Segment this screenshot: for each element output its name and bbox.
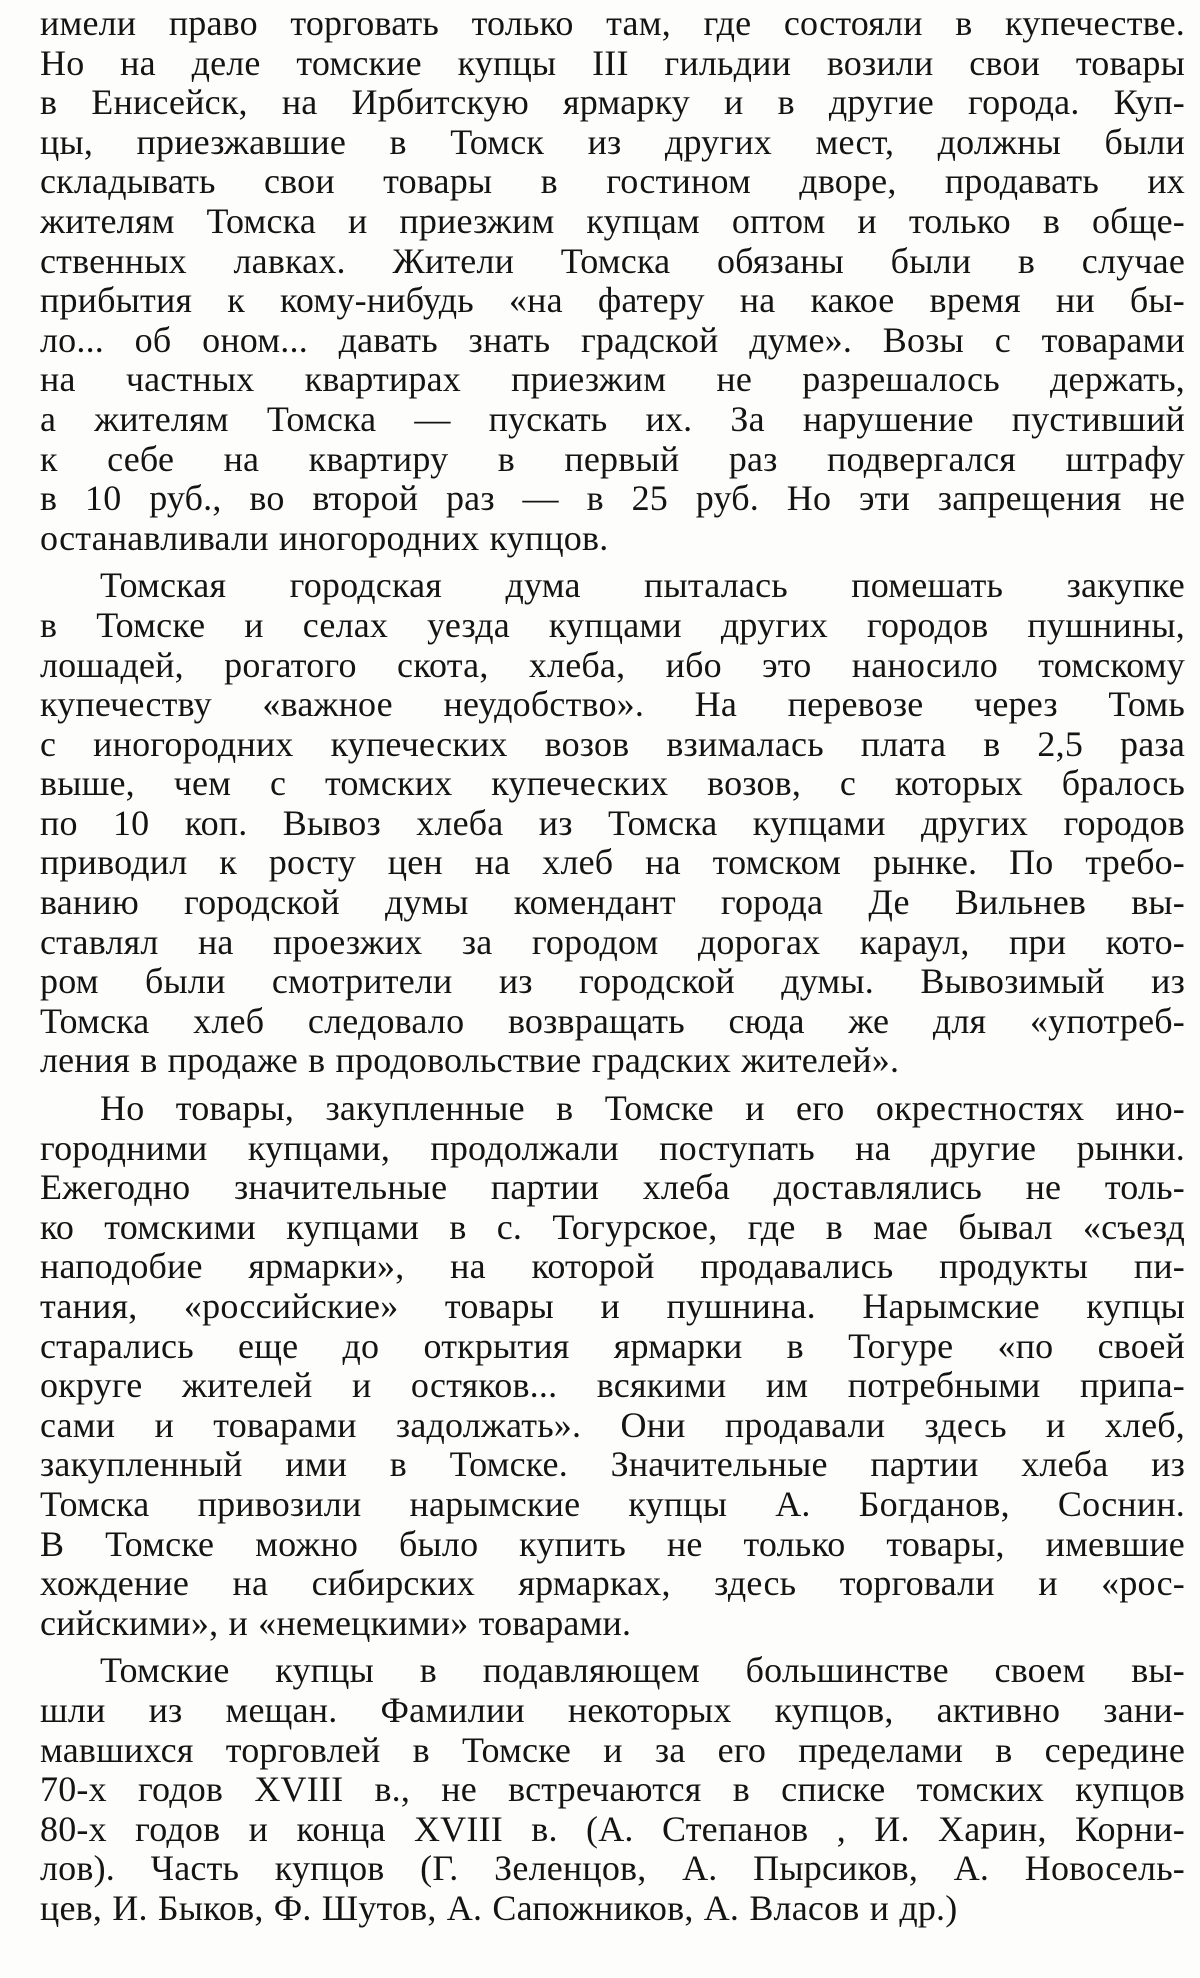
- text-line: по 10 коп. Вывоз хлеба из Томска купцами других городов: [40, 803, 1185, 843]
- text-line: в 10 руб., во второй раз — в 25 руб. Но эти запрещения не: [40, 479, 1185, 519]
- text-line: ственных лавках. Жители Томска обязаны были в случае: [40, 241, 1185, 281]
- text-line: жителям Томска и приезжим купцам оптом и только в обще-: [40, 201, 1185, 241]
- paragraph-3: [40, 1089, 1185, 1643]
- paragraph-gap: [40, 1081, 1185, 1089]
- text-line: выше, чем с томских купеческих возов, с которых бралось: [40, 764, 1185, 804]
- text-line: наподобие ярмарки», на которой продавались продукты пи-: [40, 1247, 1185, 1287]
- text-line: Томская городская дума пыталась помешать закупке: [100, 566, 1185, 606]
- text-line: цев, И. Быков, Ф. Шутов, А. Сапожников, А. Власов и др.): [40, 1888, 958, 1928]
- text-line: Но товары, закупленные в Томске и его окрестностях ино-: [100, 1089, 1185, 1129]
- paragraph-gap: [40, 1643, 1185, 1651]
- paragraph-2: [40, 566, 1185, 1081]
- text-line: шли из мещан. Фамилии некоторых купцов, активно зани-: [40, 1690, 1185, 1730]
- text-line: округе жителей и остяков... всякими им потребными припа-: [40, 1366, 1185, 1406]
- text-line: сами и товарами задолжать». Они продавали здесь и хлеб,: [40, 1405, 1185, 1445]
- text-line: В Томске можно было купить не только товары, имевшие: [40, 1524, 1185, 1564]
- text-line: имели право торговать только там, где состояли в купечестве.: [40, 4, 1185, 43]
- text-line: сийскими», и «немецкими» товарами.: [40, 1603, 632, 1643]
- text-line: останавливали иногородних купцов.: [40, 518, 609, 558]
- text-line: ром были смотрители из городской думы. Вывозимый из: [40, 962, 1185, 1002]
- text-line: на частных квартирах приезжим не разрешалось держать,: [40, 360, 1185, 400]
- paragraph-gap: [40, 558, 1185, 566]
- text-line: Томские купцы в подавляющем большинстве своем вы-: [100, 1651, 1185, 1691]
- text-line: в Енисейск, на Ирбитскую ярмарку и в другие города. Куп-: [40, 83, 1185, 123]
- text-line: прибытия к кому-нибудь «на фатеру на какое время ни бы-: [40, 281, 1185, 321]
- text-line: к себе на квартиру в первый раз подвергался штрафу: [40, 439, 1185, 479]
- text-line: а жителям Томска — пускать их. За нарушение пустивший: [40, 399, 1185, 439]
- text-line: лов). Часть купцов (Г. Зеленцов, А. Пырсиков, А. Новосель-: [40, 1849, 1185, 1889]
- text-line: ко томскими купцами в с. Тогурское, где в мае бывал «съезд: [40, 1207, 1185, 1247]
- text-line: лошадей, рогатого скота, хлеба, ибо это наносило томскому: [40, 645, 1185, 685]
- text-column: [40, 4, 1185, 1929]
- text-line: складывать свои товары в гостином дворе, продавать их: [40, 162, 1185, 202]
- text-line: цы, приезжавшие в Томск из других мест, должны были: [40, 122, 1185, 162]
- text-line: приводил к росту цен на хлеб на томском рынке. По требо-: [40, 843, 1185, 883]
- text-line: Ежегодно значительные партии хлеба доставлялись не толь-: [40, 1168, 1185, 1208]
- text-line: ления в продаже в продовольствие градских жителей».: [40, 1041, 900, 1081]
- text-line: городними купцами, продолжали поступать на другие рынки.: [40, 1128, 1185, 1168]
- text-line: купечеству «важное неудобство». На перевозе через Томь: [40, 685, 1185, 725]
- text-line: закупленный ими в Томске. Значительные партии хлеба из: [40, 1445, 1185, 1485]
- text-line: ванию городской думы комендант города Де Вильнев вы-: [40, 883, 1185, 923]
- paragraph-4: [40, 1651, 1185, 1928]
- text-line: ло... об оном... давать знать градской думе». Возы с товарами: [40, 320, 1185, 360]
- text-line: Но на деле томские купцы III гильдии возили свои товары: [40, 43, 1185, 83]
- text-line: ставлял на проезжих за городом дорогах караул, при кото-: [40, 922, 1185, 962]
- text-line: хождение на сибирских ярмарках, здесь торговали и «рос-: [40, 1564, 1185, 1604]
- text-line: 70-х годов XVIII в., не встречаются в списке томских купцов: [40, 1770, 1185, 1810]
- paragraph-1: [40, 4, 1185, 558]
- text-line: тания, «российские» товары и пушнина. Нарымские купцы: [40, 1287, 1185, 1326]
- text-line: старались еще до открытия ярмарки в Тогуре «по своей: [40, 1326, 1185, 1366]
- text-line: Томска привозили нарымские купцы А. Богданов, Соснин.: [40, 1484, 1185, 1524]
- text-line: мавшихся торговлей в Томске и за его пределами в середине: [40, 1730, 1185, 1770]
- text-line: в Томске и селах уезда купцами других городов пушнины,: [40, 605, 1185, 645]
- text-line: Томска хлеб следовало возвращать сюда же для «употреб-: [40, 1001, 1185, 1041]
- text-line: с иногородних купеческих возов взималась плата в 2,5 раза: [40, 724, 1185, 764]
- text-line: 80-х годов и конца XVIII в. (А. Степанов , И. Харин, Корни-: [40, 1809, 1185, 1849]
